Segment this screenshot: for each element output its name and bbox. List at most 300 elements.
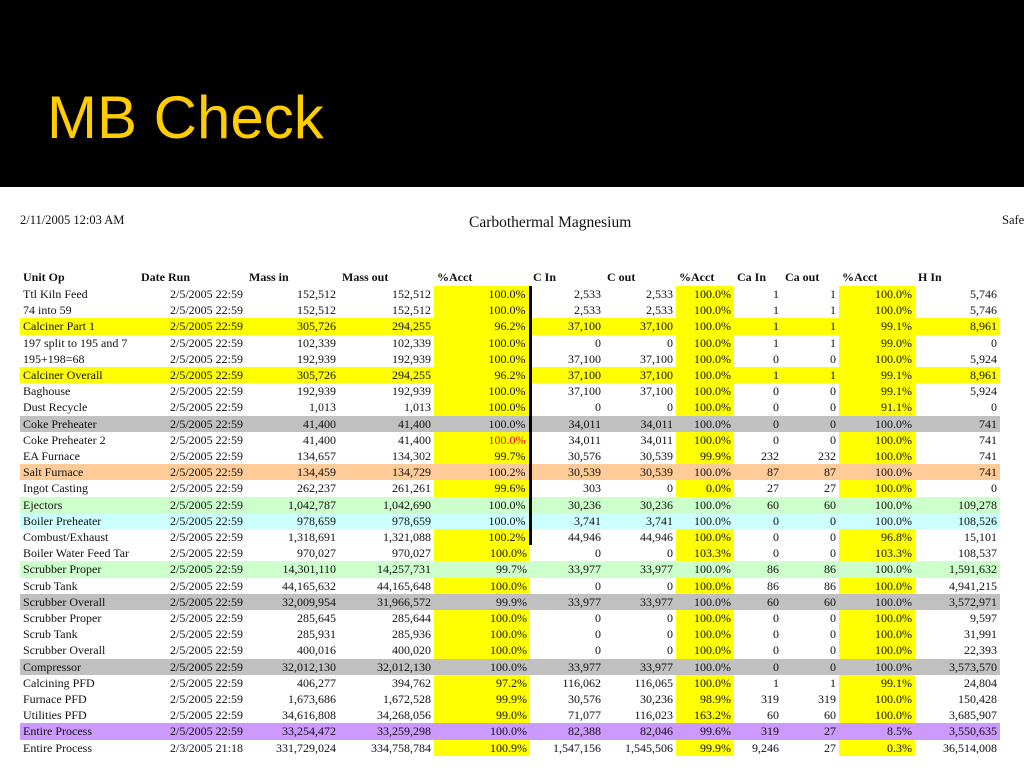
cell-c-out: 30,539	[604, 464, 676, 480]
cell-mass-out: 400,020	[392, 643, 431, 658]
cell-mass-out: 970,027	[392, 546, 431, 561]
cell-unit-op: Scrub Tank	[23, 578, 78, 593]
cell-c-out: 30,236	[604, 497, 676, 513]
cell-c-in: 30,576	[568, 692, 601, 707]
cell-ca-acct: 103.3%	[839, 545, 915, 561]
cell-c-out: 0	[667, 578, 673, 593]
cell-unit-op: Calciner Overall	[20, 367, 138, 383]
cell-c-out: 2,533	[646, 303, 673, 318]
cell-c-out: 0	[667, 481, 673, 496]
cell-c-acct: 100.0%	[676, 302, 734, 318]
cell-ca-acct: 100.0%	[839, 480, 915, 496]
cell-h-in: 5,924	[970, 384, 997, 399]
cell-date-run: 2/5/2005 22:59	[138, 367, 246, 383]
slide-title: MB Check	[47, 84, 324, 151]
report-title: Carbothermal Magnesium	[469, 214, 632, 231]
cell-h-in: 741	[915, 464, 1000, 480]
cell-c-acct: 100.0%	[676, 561, 734, 577]
cell-date-run: 2/5/2005 22:59	[169, 335, 243, 350]
cell-h-in: 3,572,971	[915, 594, 1000, 610]
cell-c-in: 30,576	[568, 449, 601, 464]
cell-date-run: 2/5/2005 22:59	[138, 416, 246, 432]
cell-mass-out: 1,042,690	[339, 497, 434, 513]
cell-ca-out: 87	[782, 464, 839, 480]
cell-ca-out: 27	[824, 481, 836, 496]
cell-c-acct: 99.9%	[676, 448, 734, 464]
cell-ca-in: 0	[773, 384, 779, 399]
cell-ca-in: 319	[761, 692, 779, 707]
cell-c-acct: 100.0%	[676, 610, 734, 626]
table-row	[20, 545, 1000, 561]
cell-c-in: 37,100	[530, 318, 604, 334]
cell-date-run: 2/5/2005 22:59	[169, 303, 243, 318]
cell-ca-out: 86	[782, 561, 839, 577]
cell-ca-out: 0	[830, 643, 836, 658]
cell-c-in: 37,100	[568, 351, 601, 366]
cell-c-in: 37,100	[530, 367, 604, 383]
cell-mass-out: 334,758,784	[371, 740, 431, 755]
table-row	[20, 464, 1000, 480]
cell-h-in: 8,961	[915, 318, 1000, 334]
cell-c-out: 0	[667, 643, 673, 658]
cell-unit-op: Boiler Preheater	[20, 513, 138, 529]
table-row	[20, 335, 1000, 351]
table-row	[20, 448, 1000, 464]
column-header-h-in: H In	[918, 270, 942, 284]
cell-c-acct: 100.0%	[676, 626, 734, 642]
cell-mass-in: 41,400	[246, 416, 339, 432]
table-row	[20, 578, 1000, 594]
cell-h-in: 36,514,008	[943, 740, 997, 755]
cell-h-in: 741	[979, 432, 997, 447]
table-row	[20, 286, 1000, 302]
cell-ca-acct: 100.0%	[839, 464, 915, 480]
cell-mass-out: 152,512	[392, 303, 431, 318]
cell-c-acct: 100.0%	[676, 399, 734, 415]
cell-mass-out: 152,512	[392, 287, 431, 301]
table-row	[20, 497, 1000, 513]
table-row	[20, 480, 1000, 496]
cell-h-in: 0	[991, 335, 997, 350]
cell-mass-in: 970,027	[297, 546, 336, 561]
cell-c-in: 0	[595, 335, 601, 350]
cell-h-in: 4,941,215	[949, 578, 997, 593]
cell-date-run: 2/5/2005 22:59	[169, 481, 243, 496]
report-timestamp: 2/11/2005 12:03 AM	[20, 213, 125, 227]
cell-unit-op: Entire Process	[23, 740, 92, 755]
cell-c-out: 37,100	[604, 367, 676, 383]
cell-unit-op: Boiler Water Feed Tar	[23, 546, 130, 561]
cell-ca-out: 1	[782, 318, 839, 334]
cell-unit-op: EA Furnace	[23, 449, 80, 464]
cell-unit-op: Utilities PFD	[23, 708, 87, 723]
cell-c-out: 44,946	[640, 530, 673, 545]
cell-mass-acct: 99.7%	[434, 448, 530, 464]
cell-date-run: 2/5/2005 22:59	[169, 708, 243, 723]
cell-ca-out: 60	[782, 594, 839, 610]
table-row	[20, 675, 1000, 691]
cell-unit-op: Furnace PFD	[23, 692, 87, 707]
cell-ca-out: 0	[830, 627, 836, 642]
cell-ca-acct: 100.0%	[839, 626, 915, 642]
cell-c-out: 33,977	[604, 659, 676, 675]
cell-date-run: 2/5/2005 22:59	[169, 675, 243, 690]
table-row	[20, 707, 1000, 723]
cell-ca-in: 1	[773, 303, 779, 318]
column-header-mass-out: Mass out	[342, 270, 389, 284]
cell-mass-acct: 100.0%	[434, 545, 530, 561]
cell-mass-acct: 100.9%	[434, 740, 530, 756]
cell-mass-in: 285,645	[297, 611, 336, 626]
cell-unit-op: Scrubber Proper	[23, 611, 102, 626]
cell-ca-acct: 100.0%	[839, 351, 915, 367]
table-row	[20, 529, 1000, 545]
table-row	[20, 691, 1000, 707]
cell-c-in: 2,533	[574, 287, 601, 301]
cell-ca-in: 1	[734, 318, 782, 334]
cell-ca-acct: 100.0%	[839, 578, 915, 594]
cell-ca-acct: 8.5%	[839, 723, 915, 739]
cell-h-in: 8,961	[915, 367, 1000, 383]
cell-mass-in: 34,616,808	[282, 708, 336, 723]
cell-ca-out: 1	[830, 675, 836, 690]
cell-ca-acct: 100.0%	[839, 659, 915, 675]
cell-c-acct: 100.0%	[676, 659, 734, 675]
cell-ca-in: 60	[767, 708, 779, 723]
cell-mass-in: 331,729,024	[276, 740, 336, 755]
table-row	[20, 723, 1000, 739]
cell-date-run: 2/5/2005 22:59	[138, 561, 246, 577]
cell-c-acct: 100.0%	[676, 416, 734, 432]
cell-unit-op: Calcining PFD	[23, 675, 95, 690]
cell-unit-op: Combust/Exhaust	[23, 530, 109, 545]
cell-ca-out: 1	[830, 335, 836, 350]
cell-ca-acct: 100.0%	[839, 513, 915, 529]
cell-unit-op: Calciner Part 1	[20, 318, 138, 334]
cell-c-acct: 98.9%	[676, 691, 734, 707]
table-row	[20, 367, 1000, 383]
cell-ca-in: 60	[734, 594, 782, 610]
cell-h-in: 109,278	[915, 497, 1000, 513]
cell-mass-in: 1,673,686	[288, 692, 336, 707]
cell-date-run: 2/5/2005 22:59	[169, 692, 243, 707]
cell-c-acct: 100.0%	[676, 497, 734, 513]
cell-mass-in: 41,400	[303, 432, 336, 447]
cell-date-run: 2/5/2005 22:59	[169, 287, 243, 301]
cell-ca-out: 0	[830, 611, 836, 626]
cell-unit-op: Scrubber Overall	[23, 643, 106, 658]
cell-c-acct: 100.0%	[676, 513, 734, 529]
cell-mass-out: 285,936	[392, 627, 431, 642]
cell-c-in: 1,547,156	[553, 740, 601, 755]
cell-c-in: 0	[595, 546, 601, 561]
cell-mass-acct: 100.0%	[434, 497, 530, 513]
column-header-date-run: Date Run	[141, 270, 191, 284]
cell-mass-in: 134,657	[297, 449, 336, 464]
cell-date-run: 2/5/2005 22:59	[169, 449, 243, 464]
cell-mass-out: 32,012,130	[339, 659, 434, 675]
cell-mass-in: 305,726	[246, 318, 339, 334]
cell-mass-in: 1,042,787	[246, 497, 339, 513]
cell-c-in: 82,388	[530, 723, 604, 739]
cell-ca-acct: 100.0%	[839, 497, 915, 513]
cell-ca-in: 1	[773, 335, 779, 350]
cell-ca-out: 232	[818, 449, 836, 464]
cell-c-acct: 100.0%	[676, 642, 734, 658]
cell-c-out: 34,011	[640, 432, 673, 447]
cell-c-out: 0	[667, 611, 673, 626]
table-body	[20, 286, 1000, 756]
cell-ca-out: 0	[830, 384, 836, 399]
cell-ca-acct: 100.0%	[839, 691, 915, 707]
cell-unit-op: Scrubber Proper	[20, 561, 138, 577]
cell-ca-in: 1	[734, 367, 782, 383]
cell-h-in: 1,591,632	[915, 561, 1000, 577]
cell-mass-out: 978,659	[339, 513, 434, 529]
cell-c-out: 82,046	[604, 723, 676, 739]
cell-ca-acct: 100.0%	[839, 286, 915, 302]
cell-date-run: 2/5/2005 22:59	[169, 530, 243, 545]
column-header-mass-acct: %Acct	[437, 270, 473, 284]
cell-unit-op: Scrub Tank	[23, 627, 78, 642]
cell-c-acct: 100.0%	[676, 367, 734, 383]
cell-unit-op: Ejectors	[20, 497, 138, 513]
cell-mass-acct: 100.0%	[434, 286, 530, 302]
cell-c-acct: 100.0%	[676, 318, 734, 334]
cell-c-acct: 100.0%	[676, 432, 734, 448]
cell-ca-acct: 91.1%	[839, 399, 915, 415]
cell-ca-out: 0	[830, 432, 836, 447]
cell-ca-in: 1	[773, 287, 779, 301]
cell-mass-out: 192,939	[392, 351, 431, 366]
cell-ca-out: 0	[830, 546, 836, 561]
cell-mass-acct: 99.6%	[434, 480, 530, 496]
cell-ca-out: 0	[830, 351, 836, 366]
cell-ca-acct: 100.0%	[839, 642, 915, 658]
cell-c-in: 34,011	[568, 432, 601, 447]
cell-ca-in: 27	[767, 481, 779, 496]
cell-unit-op: Ingot Casting	[23, 481, 88, 496]
cell-date-run: 2/5/2005 22:59	[138, 513, 246, 529]
cell-date-run: 2/5/2005 22:59	[138, 497, 246, 513]
cell-h-in: 31,991	[964, 627, 997, 642]
cell-c-out: 2,533	[646, 287, 673, 301]
table-row	[20, 561, 1000, 577]
cell-mass-acct: 100.0%	[434, 610, 530, 626]
cell-mass-out: 294,255	[339, 367, 434, 383]
cell-c-out: 0	[667, 335, 673, 350]
cell-ca-acct: 100.0%	[839, 610, 915, 626]
cell-h-in: 150,428	[958, 692, 997, 707]
cell-date-run: 2/5/2005 22:59	[138, 318, 246, 334]
cell-unit-op: 195+198=68	[23, 351, 85, 366]
cell-c-acct: 100.0%	[676, 335, 734, 351]
cell-mass-out: 1,013	[404, 400, 431, 415]
table-row	[20, 626, 1000, 642]
cell-ca-out: 27	[782, 723, 839, 739]
cell-ca-acct: 100.0%	[839, 594, 915, 610]
cell-mass-acct: 100.0%	[434, 351, 530, 367]
cell-c-out: 30,539	[640, 449, 673, 464]
cell-mass-out: 1,672,528	[383, 692, 431, 707]
cell-mass-in: 406,277	[297, 675, 336, 690]
table-row	[20, 399, 1000, 415]
cell-ca-acct: 99.1%	[839, 367, 915, 383]
cell-ca-in: 86	[734, 561, 782, 577]
cell-mass-out: 134,729	[339, 464, 434, 480]
cell-h-in: 3,550,635	[915, 723, 1000, 739]
cell-unit-op: Dust Recycle	[23, 400, 88, 415]
cell-h-in: 9,597	[970, 611, 997, 626]
table-header-row	[20, 269, 1000, 286]
cell-date-run: 2/5/2005 22:59	[138, 594, 246, 610]
cell-date-run: 2/5/2005 22:59	[169, 643, 243, 658]
cell-c-out: 1,545,506	[625, 740, 673, 755]
cell-c-in: 0	[595, 400, 601, 415]
cell-h-in: 5,746	[970, 303, 997, 318]
cell-mass-in: 32,012,130	[246, 659, 339, 675]
cell-ca-out: 1	[782, 367, 839, 383]
cell-ca-in: 0	[773, 432, 779, 447]
cell-c-out: 3,741	[604, 513, 676, 529]
cell-h-in: 15,101	[964, 530, 997, 545]
cell-ca-acct: 100.0%	[839, 432, 915, 448]
cell-h-in: 5,746	[970, 287, 997, 301]
cell-mass-out: 102,339	[392, 335, 431, 350]
cell-ca-in: 0	[773, 546, 779, 561]
cell-mass-acct: 99.7%	[434, 561, 530, 577]
cell-mass-out: 41,400	[339, 416, 434, 432]
cell-mass-in: 1,013	[309, 400, 336, 415]
cell-date-run: 2/5/2005 22:59	[138, 464, 246, 480]
cell-h-in: 5,924	[970, 351, 997, 366]
cell-c-in: 0	[595, 627, 601, 642]
cell-mass-in: 14,301,110	[246, 561, 339, 577]
cell-c-in: 0	[595, 643, 601, 658]
cell-h-in: 0	[991, 481, 997, 496]
cell-c-in: 33,977	[530, 659, 604, 675]
cell-h-in: 0	[991, 400, 997, 415]
cell-mass-acct: 100.0%	[434, 383, 530, 399]
cell-mass-acct: 99.9%	[434, 594, 530, 610]
cell-c-acct: 100.0%	[676, 464, 734, 480]
cell-unit-op: 197 split to 195 and 7	[23, 335, 128, 350]
cell-ca-out: 27	[824, 740, 836, 755]
cell-mass-in: 262,237	[297, 481, 336, 496]
cell-ca-in: 60	[734, 497, 782, 513]
cell-date-run: 2/5/2005 22:59	[169, 627, 243, 642]
cell-mass-in: 102,339	[297, 335, 336, 350]
cell-date-run: 2/5/2005 22:59	[138, 723, 246, 739]
cell-date-run: 2/3/2005 21:18	[169, 740, 243, 755]
column-header-ca-acct: %Acct	[842, 270, 878, 284]
cell-ca-out: 60	[824, 708, 836, 723]
cell-unit-op: Baghouse	[23, 384, 71, 399]
cell-c-acct: 163.2%	[676, 707, 734, 723]
table-row	[20, 351, 1000, 367]
cell-ca-in: 319	[734, 723, 782, 739]
cell-mass-out: 134,302	[392, 449, 431, 464]
cell-c-out: 116,065	[634, 675, 673, 690]
table-row	[20, 513, 1000, 529]
cell-c-in: 34,011	[530, 416, 604, 432]
cell-unit-op: Coke Preheater 2	[23, 432, 106, 447]
cell-c-acct: 99.9%	[676, 740, 734, 756]
cell-mass-out: 34,268,056	[377, 708, 431, 723]
report-right-text: Safe	[1002, 213, 1024, 227]
cell-c-out: 33,977	[604, 594, 676, 610]
cell-unit-op: 74 into 59	[23, 303, 72, 318]
cell-ca-acct: 100.0%	[839, 707, 915, 723]
cell-mass-out: 31,966,572	[339, 594, 434, 610]
cell-mass-acct: 99.9%	[434, 691, 530, 707]
cell-mass-out: 41,400	[398, 432, 431, 447]
cell-ca-out: 319	[818, 692, 836, 707]
cell-mass-in: 152,512	[297, 287, 336, 301]
cell-ca-out: 1	[830, 287, 836, 301]
table-row	[20, 416, 1000, 432]
cell-ca-in: 87	[734, 464, 782, 480]
table-row	[20, 318, 1000, 334]
cell-mass-out: 394,762	[392, 675, 431, 690]
cell-h-in: 3,573,570	[915, 659, 1000, 675]
cell-mass-out: 14,257,731	[339, 561, 434, 577]
cell-unit-op: Scrubber Overall	[20, 594, 138, 610]
column-header-ca-in: Ca In	[737, 270, 767, 284]
cell-mass-acct: 100.0%	[434, 723, 530, 739]
cell-unit-op: Coke Preheater	[20, 416, 138, 432]
cell-mass-acct: 100.0%	[434, 416, 530, 432]
cell-unit-op: Salt Furnace	[20, 464, 138, 480]
cell-c-acct: 103.3%	[676, 545, 734, 561]
cell-ca-acct: 99.0%	[839, 335, 915, 351]
cell-mass-in: 1,318,691	[288, 530, 336, 545]
cell-h-in: 741	[915, 416, 1000, 432]
cell-h-in: 3,685,907	[949, 708, 997, 723]
cell-mass-acct: 100.0%	[434, 626, 530, 642]
table-row	[20, 594, 1000, 610]
cell-c-acct: 100.0%	[676, 286, 734, 302]
cell-date-run: 2/5/2005 22:59	[169, 546, 243, 561]
cell-c-in: 0	[595, 611, 601, 626]
cell-mass-in: 32,009,954	[246, 594, 339, 610]
cell-c-in: 44,946	[568, 530, 601, 545]
cell-c-out: 0	[667, 400, 673, 415]
cell-ca-in: 0	[734, 659, 782, 675]
cell-mass-acct: 100.2%	[434, 464, 530, 480]
cell-unit-op: Ttl Kiln Feed	[23, 287, 88, 301]
cell-ca-in: 86	[767, 578, 779, 593]
report-sheet	[0, 187, 1024, 768]
cell-ca-in: 9,246	[752, 740, 779, 755]
cell-c-out: 34,011	[604, 416, 676, 432]
cell-ca-in: 0	[773, 530, 779, 545]
cell-ca-out: 1	[830, 303, 836, 318]
cell-h-in: 108,526	[915, 513, 1000, 529]
column-header-unit-op: Unit Op	[23, 270, 65, 284]
cell-c-out: 116,023	[634, 708, 673, 723]
cell-ca-out: 60	[782, 497, 839, 513]
cell-ca-acct: 100.0%	[839, 561, 915, 577]
cell-unit-op: Compressor	[20, 659, 138, 675]
cell-mass-in: 285,931	[297, 627, 336, 642]
cell-mass-out: 44,165,648	[377, 578, 431, 593]
cell-ca-out: 0	[782, 659, 839, 675]
cell-c-out: 0	[667, 546, 673, 561]
cell-c-out: 37,100	[640, 384, 673, 399]
column-header-c-acct: %Acct	[679, 270, 715, 284]
cell-ca-acct: 99.1%	[839, 675, 915, 691]
